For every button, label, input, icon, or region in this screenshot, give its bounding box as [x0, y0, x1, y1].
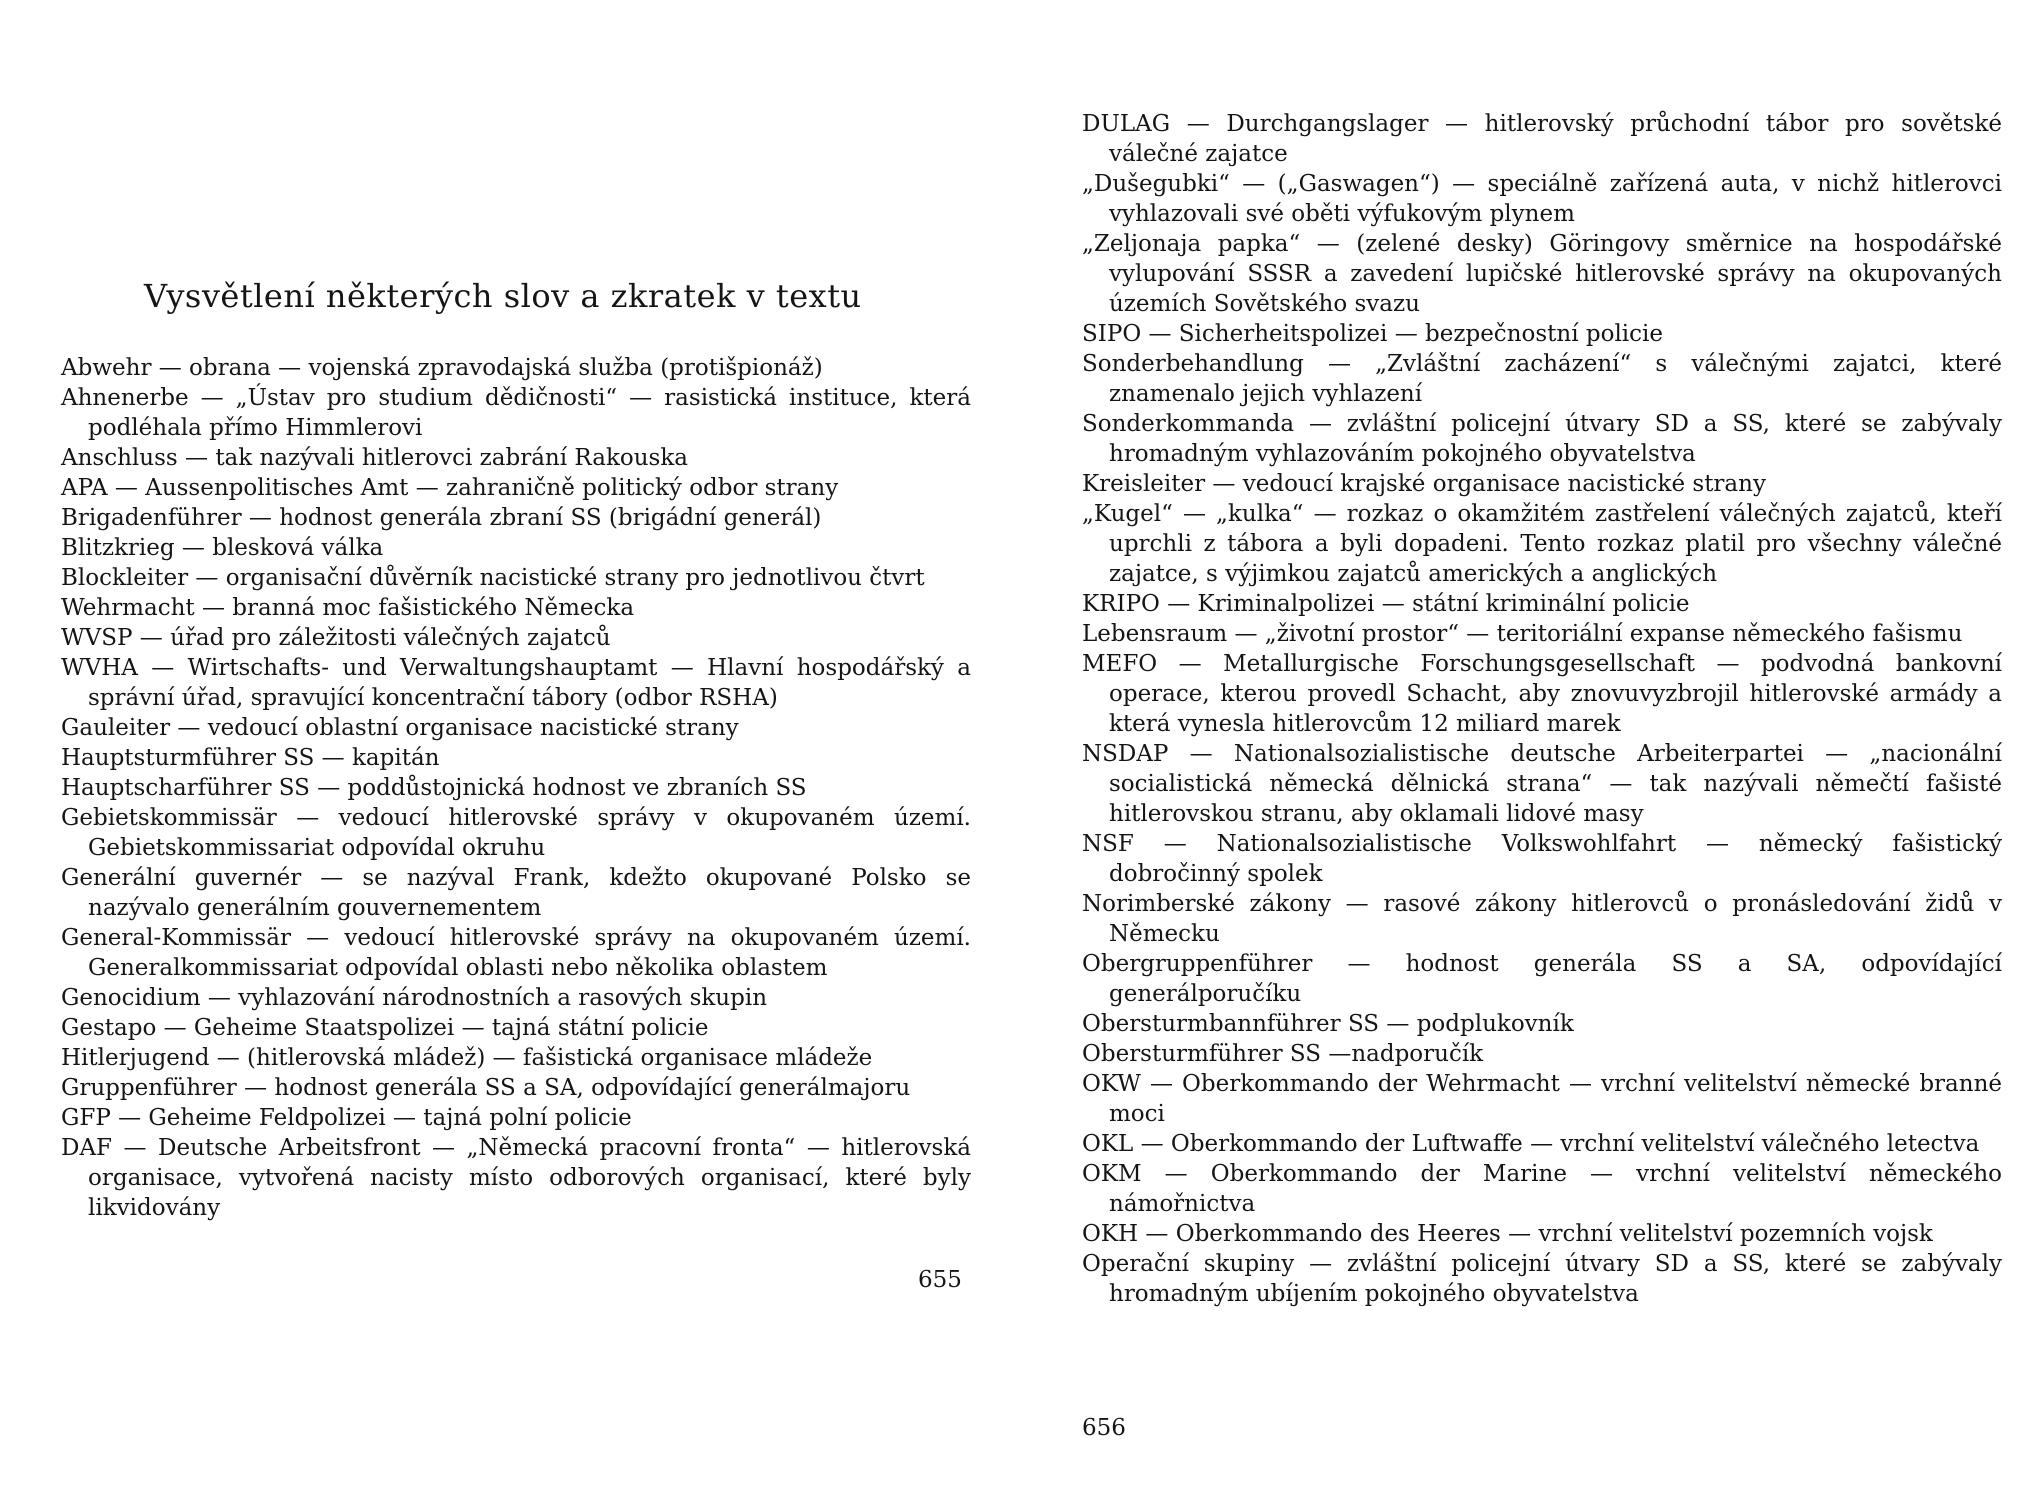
glossary-entry: Kreisleiter — vedoucí krajské organisace nacistické strany [1082, 471, 1766, 497]
glossary-entry: SIPO — Sicherheitspolizei — bezpečnostní policie [1082, 321, 1664, 347]
glossary-entry: Sonderkommanda — zvláštní policejní útvary SD a SS, které se zabývaly hromadným vyhlazováním pokojného obyvatelstva [1082, 411, 2002, 467]
glossary-entry: Obersturmführer SS —nadporučík [1082, 1041, 1484, 1067]
glossary-entry: Sonderbehandlung — „Zvláštní zacházení“ s válečnými zajatci, které znamenalo jejich vyhlazení [1082, 351, 2002, 407]
glossary-entry: KRIPO — Kriminalpolizei — státní kriminální policie [1082, 591, 1690, 617]
glossary-entry: Gebietskommissär — vedoucí hitlerovské správy v okupovaném území. Gebietskommissariat odpovídal okruhu [61, 805, 971, 861]
glossary-entry: Gauleiter — vedoucí oblastní organisace nacistické strany [61, 715, 739, 741]
glossary-entry: Wehrmacht — branná moc fašistického Německa [61, 595, 635, 621]
glossary-entry: Abwehr — obrana — vojenská zpravodajská služba (protišpionáž) [61, 355, 823, 381]
glossary-entry: OKH — Oberkommando des Heeres — vrchní velitelství pozemních vojsk [1082, 1221, 1933, 1247]
glossary-entry: Norimberské zákony — rasové zákony hitlerovců o pronásledování židů v Německu [1082, 891, 2002, 947]
glossary-entry: Lebensraum — „životní prostor“ — teritoriální expanse německého fašismu [1082, 621, 1963, 647]
glossary-entry: „Kugel“ — „kulka“ — rozkaz o okamžitém zastřelení válečných zajatců, kteří uprchli z tábora a byli dopadeni. Tento rozkaz platil pro všechny válečné zajatce, s výjimkou zajatců amerických a anglických [1082, 501, 2002, 587]
right-page [1015, 0, 2030, 1500]
glossary-entry: Hauptsturmführer SS — kapitán [61, 745, 440, 771]
glossary-entry: Obergruppenführer — hodnost generála SS a SA, odpovídající generálporučíku [1082, 951, 2002, 1007]
glossary-entry: Operační skupiny — zvláštní policejní útvary SD a SS, které se zabývaly hromadným ubíjením pokojného obyvatelstva [1082, 1251, 2002, 1307]
glossary-entry: OKL — Oberkommando der Luftwaffe — vrchní velitelství válečného letectva [1082, 1131, 1980, 1157]
glossary-entry: Hauptscharführer SS — poddůstojnická hodnost ve zbraních SS [61, 775, 807, 801]
glossary-entry: Brigadenführer — hodnost generála zbraní SS (brigádní generál) [61, 505, 822, 531]
glossary-entry: OKM — Oberkommando der Marine — vrchní velitelství německého námořnictva [1082, 1161, 2002, 1217]
glossary-entry: MEFO — Metallurgische Forschungsgesellschaft — podvodná bankovní operace, kterou provedl Schacht, aby znovuvyzbrojil hitlerovské armády a která vynesla hitlerovcům 12 miliard marek [1082, 651, 2002, 737]
glossary-entry: APA — Aussenpolitisches Amt — zahraničně politický odbor strany [61, 475, 839, 501]
glossary-entry: General-Kommissär — vedoucí hitlerovské správy na okupovaném území. Generalkommissariat odpovídal oblasti nebo několika oblastem [61, 925, 971, 981]
glossary-entry: Anschluss — tak nazývali hitlerovci zabrání Rakouska [61, 445, 688, 471]
glossary-entry: NSF — Nationalsozialistische Volkswohlfahrt — německý fašistický dobročinný spolek [1082, 831, 2002, 887]
glossary-entry: Blitzkrieg — blesková válka [61, 535, 384, 561]
glossary-entry: Blockleiter — organisační důvěrník nacistické strany pro jednotlivou čtvrt [61, 565, 925, 591]
glossary-entry: Generální guvernér — se nazýval Frank, kdežto okupované Polsko se nazývalo generálním gouvernementem [61, 865, 971, 921]
glossary-entry: DAF — Deutsche Arbeitsfront — „Německá pracovní fronta“ — hitlerovská organisace, vytvořená nacisty místo odborových organisací, které byly likvidovány [61, 1135, 971, 1221]
glossary-entry: Gruppenführer — hodnost generála SS a SA, odpovídající generálmajoru [61, 1075, 911, 1101]
page-number-right: 656 [1082, 1415, 1126, 1441]
glossary-entry: WVSP — úřad pro záležitosti válečných zajatců [61, 625, 611, 651]
page-title: Vysvětlení některých slov a zkratek v textu [144, 277, 862, 316]
glossary-entry: „Dušegubki“ — („Gaswagen“) — speciálně zařízená auta, v nichž hitlerovci vyhlazovali své oběti výfukovým plynem [1082, 171, 2002, 227]
glossary-entry: Ahnenerbe — „Ústav pro studium dědičnosti“ — rasistická instituce, která podléhala přímo Himmlerovi [61, 385, 971, 441]
glossary-entry: Genocidium — vyhlazování národnostních a rasových skupin [61, 985, 768, 1011]
glossary-entry: Obersturmbannführer SS — podplukovník [1082, 1011, 1574, 1037]
page-number-left: 655 [918, 1267, 962, 1293]
glossary-entry: DULAG — Durchgangslager — hitlerovský průchodní tábor pro sovětské válečné zajatce [1082, 111, 2002, 167]
glossary-entry: NSDAP — Nationalsozialistische deutsche Arbeiterpartei — „nacionální socialistická německá dělnická strana“ — tak nazývali němečtí fašisté hitlerovskou stranu, aby oklamali lidové masy [1082, 741, 2002, 827]
glossary-entry: WVHA — Wirtschafts- und Verwaltungshauptamt — Hlavní hospodářský a správní úřad, spravující koncentrační tábory (odbor RSHA) [61, 655, 971, 711]
glossary-entry: Hitlerjugend — (hitlerovská mládež) — fašistická organisace mládeže [61, 1045, 873, 1071]
glossary-entry: „Zeljonaja papka“ — (zelené desky) Göringovy směrnice na hospodářské vylupování SSSR a zavedení lupičské hitlerovské správy na okupovaných územích Sovětského svazu [1082, 231, 2002, 317]
glossary-entry: OKW — Oberkommando der Wehrmacht — vrchní velitelství německé branné moci [1082, 1071, 2002, 1127]
glossary-list-left [61, 353, 971, 1223]
glossary-entry: GFP — Geheime Feldpolizei — tajná polní policie [61, 1105, 632, 1131]
glossary-list-right [1082, 109, 2002, 1309]
glossary-entry: Gestapo — Geheime Staatspolizei — tajná státní policie [61, 1015, 709, 1041]
